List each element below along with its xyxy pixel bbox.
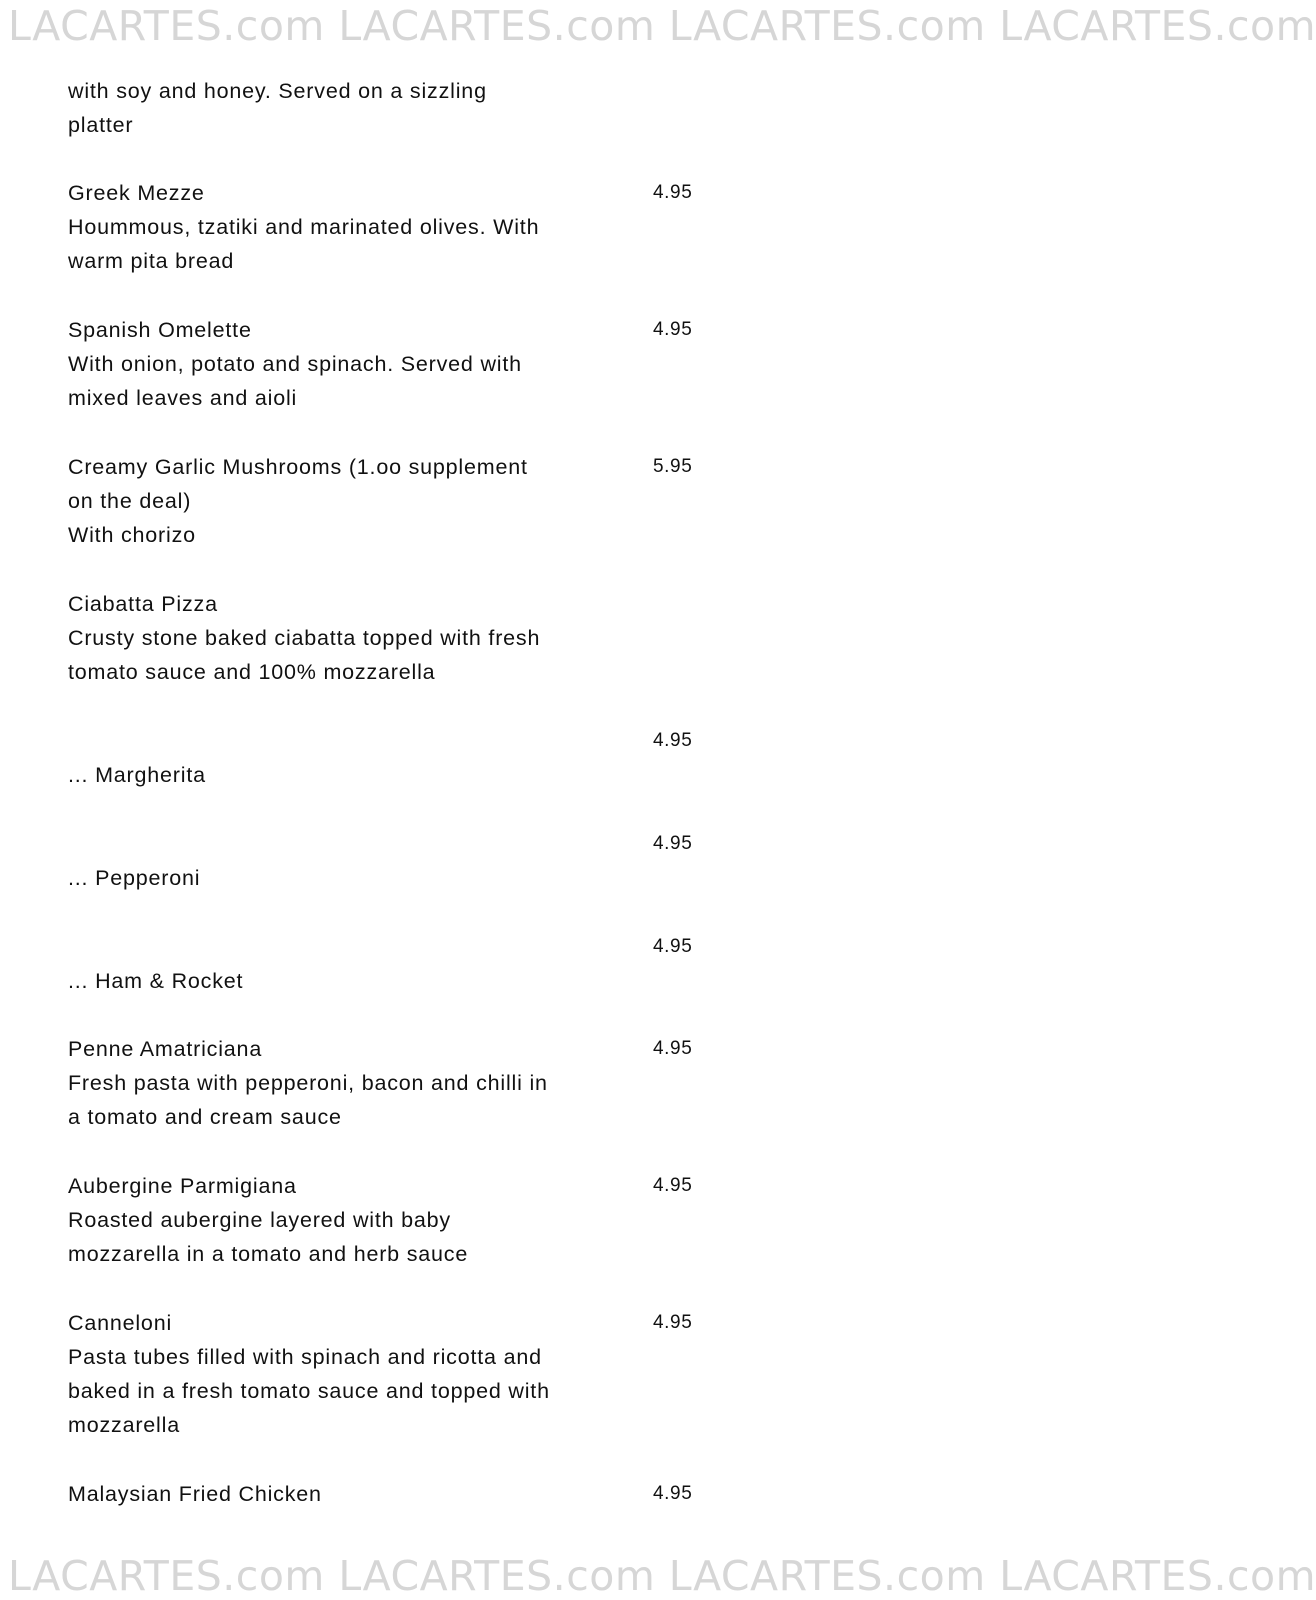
- menu-item-description: mozzarella: [68, 1413, 180, 1437]
- menu-item-description: With chorizo: [68, 523, 196, 547]
- menu-item-name: Penne Amatriciana: [68, 1037, 263, 1061]
- menu-item-name: ... Ham & Rocket: [68, 969, 244, 993]
- menu-item-description: a tomato and cream sauce: [68, 1105, 342, 1129]
- menu-item-description: tomato sauce and 100% mozzarella: [68, 660, 436, 684]
- menu-item-price: 4.95: [653, 1175, 693, 1196]
- menu-item-price: 4.95: [653, 319, 693, 340]
- menu-item-price: 4.95: [653, 182, 693, 203]
- menu-item-description: baked in a fresh tomato sauce and topped with: [68, 1379, 550, 1403]
- menu-item-description: Roasted aubergine layered with baby: [68, 1208, 451, 1232]
- menu-item-description: Hoummous, tzatiki and marinated olives. With: [68, 215, 540, 239]
- intro-line: platter: [68, 113, 134, 137]
- menu-item-description: Crusty stone baked ciabatta topped with fresh: [68, 626, 541, 650]
- intro-line: with soy and honey. Served on a sizzling: [68, 79, 487, 103]
- menu-item-name: ... Pepperoni: [68, 866, 201, 890]
- menu-item-description: mozzarella in a tomato and herb sauce: [68, 1242, 469, 1266]
- watermark-bottom: LACARTES.com LACARTES.com LACARTES.com LACARTES.com: [8, 1552, 1316, 1600]
- menu-item-price: 4.95: [653, 1038, 693, 1059]
- menu-item-name: Malaysian Fried Chicken: [68, 1482, 322, 1506]
- menu-item-description: With onion, potato and spinach. Served with: [68, 352, 522, 376]
- menu-item-description: Fresh pasta with pepperoni, bacon and chilli in: [68, 1071, 548, 1095]
- watermark-top: LACARTES.com LACARTES.com LACARTES.com LACARTES.com: [8, 2, 1316, 50]
- menu-item-price: 5.95: [653, 456, 693, 477]
- menu-item-description: warm pita bread: [68, 249, 235, 273]
- menu-item-price: 4.95: [653, 1312, 693, 1333]
- menu-item-price: 4.95: [653, 936, 693, 957]
- menu-item-price: 4.95: [653, 1483, 693, 1504]
- menu-item-name: Ciabatta Pizza: [68, 592, 218, 616]
- menu-item-name: Spanish Omelette: [68, 318, 252, 342]
- menu-item-price: 4.95: [653, 730, 693, 751]
- menu-item-name: Aubergine Parmigiana: [68, 1174, 297, 1198]
- menu-item-name: Canneloni: [68, 1311, 173, 1335]
- menu-item-price: 4.95: [653, 833, 693, 854]
- menu-item-name: on the deal): [68, 489, 192, 513]
- menu-item-name: Greek Mezze: [68, 181, 205, 205]
- menu-item-name: ... Margherita: [68, 763, 206, 787]
- menu-item-name: Creamy Garlic Mushrooms (1.oo supplement: [68, 455, 528, 479]
- menu-item-description: Pasta tubes filled with spinach and ricotta and: [68, 1345, 542, 1369]
- menu-item-description: mixed leaves and aioli: [68, 386, 298, 410]
